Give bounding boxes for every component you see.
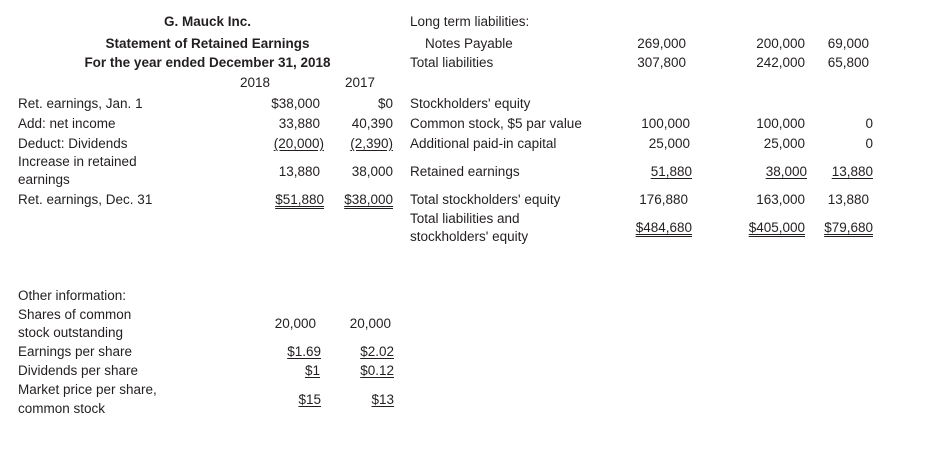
se-header: Stockholders' equity [410, 96, 531, 111]
dps-2017: $0.12 [360, 363, 394, 378]
notes-payable-a: 269,000 [637, 36, 686, 51]
row-label-net-income: Add: net income [18, 116, 116, 131]
common-stock-c: 0 [865, 116, 873, 131]
re-jan1-2018: $38,000 [271, 96, 320, 111]
shares-label-l2: stock outstanding [18, 325, 124, 340]
tlse-c: $79,680 [824, 220, 873, 235]
retained-earnings-b: 38,000 [765, 164, 807, 179]
tse-a: 176,880 [639, 192, 688, 207]
row-label-increase-l2: earnings [18, 172, 70, 187]
net-income-2018: 33,880 [278, 116, 320, 131]
tlse-a: $484,680 [635, 220, 692, 235]
dividends-2017: (2,390) [350, 136, 393, 151]
apic-a: 25,000 [648, 136, 690, 151]
apic-label: Additional paid-in capital [410, 136, 557, 151]
common-stock-label: Common stock, $5 par value [410, 116, 582, 131]
common-stock-b: 100,000 [756, 116, 805, 131]
row-label-dividends: Deduct: Dividends [18, 136, 128, 151]
dps-2018: $1 [304, 363, 320, 378]
tse-label: Total stockholders' equity [410, 192, 561, 207]
tse-c: 13,880 [827, 192, 869, 207]
increase-2018: 13,880 [278, 164, 320, 179]
apic-b: 25,000 [763, 136, 805, 151]
re-jan1-2017: $0 [377, 96, 393, 111]
tse-b: 163,000 [756, 192, 805, 207]
total-liabilities-label: Total liabilities [410, 55, 494, 70]
retained-earnings-label: Retained earnings [410, 164, 520, 179]
notes-payable-label: Notes Payable [425, 36, 513, 51]
year-header-2017: 2017 [344, 75, 376, 90]
mp-2018: $15 [298, 392, 321, 407]
row-label-re-dec31: Ret. earnings, Dec. 31 [18, 192, 153, 207]
common-stock-a: 100,000 [641, 116, 690, 131]
eps-2017: $2.02 [360, 344, 394, 359]
increase-2017: 38,000 [351, 164, 393, 179]
shares-label-l1: Shares of common [18, 307, 132, 322]
tlse-label-l2: stockholders' equity [410, 229, 529, 244]
tlse-label-l1: Total liabilities and [410, 211, 520, 226]
row-label-re-jan1: Ret. earnings, Jan. 1 [18, 96, 143, 111]
statement-period: For the year ended December 31, 2018 [84, 55, 331, 70]
mp-label-l1: Market price per share, [18, 382, 157, 397]
net-income-2017: 40,390 [351, 116, 393, 131]
retained-earnings-c: 13,880 [831, 164, 873, 179]
re-dec31-2017: $38,000 [344, 192, 393, 207]
total-liabilities-c: 65,800 [827, 55, 869, 70]
mp-label-l2: common stock [18, 401, 106, 416]
ltl-header: Long term liabilities: [410, 14, 530, 29]
retained-earnings-a: 51,880 [650, 164, 692, 179]
year-header-2018: 2018 [239, 75, 271, 90]
mp-2017: $13 [371, 392, 394, 407]
total-liabilities-a: 307,800 [637, 55, 686, 70]
other-info-title: Other information: [18, 288, 127, 303]
shares-2018: 20,000 [274, 316, 316, 331]
statement-title: Statement of Retained Earnings [105, 36, 310, 51]
re-dec31-2018: $51,880 [275, 192, 324, 207]
eps-label: Earnings per share [18, 344, 133, 359]
tlse-b: $405,000 [748, 220, 805, 235]
total-liabilities-b: 242,000 [756, 55, 805, 70]
apic-c: 0 [865, 136, 873, 151]
dps-label: Dividends per share [18, 363, 139, 378]
notes-payable-c: 69,000 [827, 36, 869, 51]
dividends-2018: (20,000) [273, 136, 324, 151]
eps-2018: $1.69 [287, 344, 321, 359]
notes-payable-b: 200,000 [756, 36, 805, 51]
company-name: G. Mauck Inc. [163, 14, 252, 29]
shares-2017: 20,000 [349, 316, 391, 331]
row-label-increase-l1: Increase in retained [18, 154, 137, 169]
